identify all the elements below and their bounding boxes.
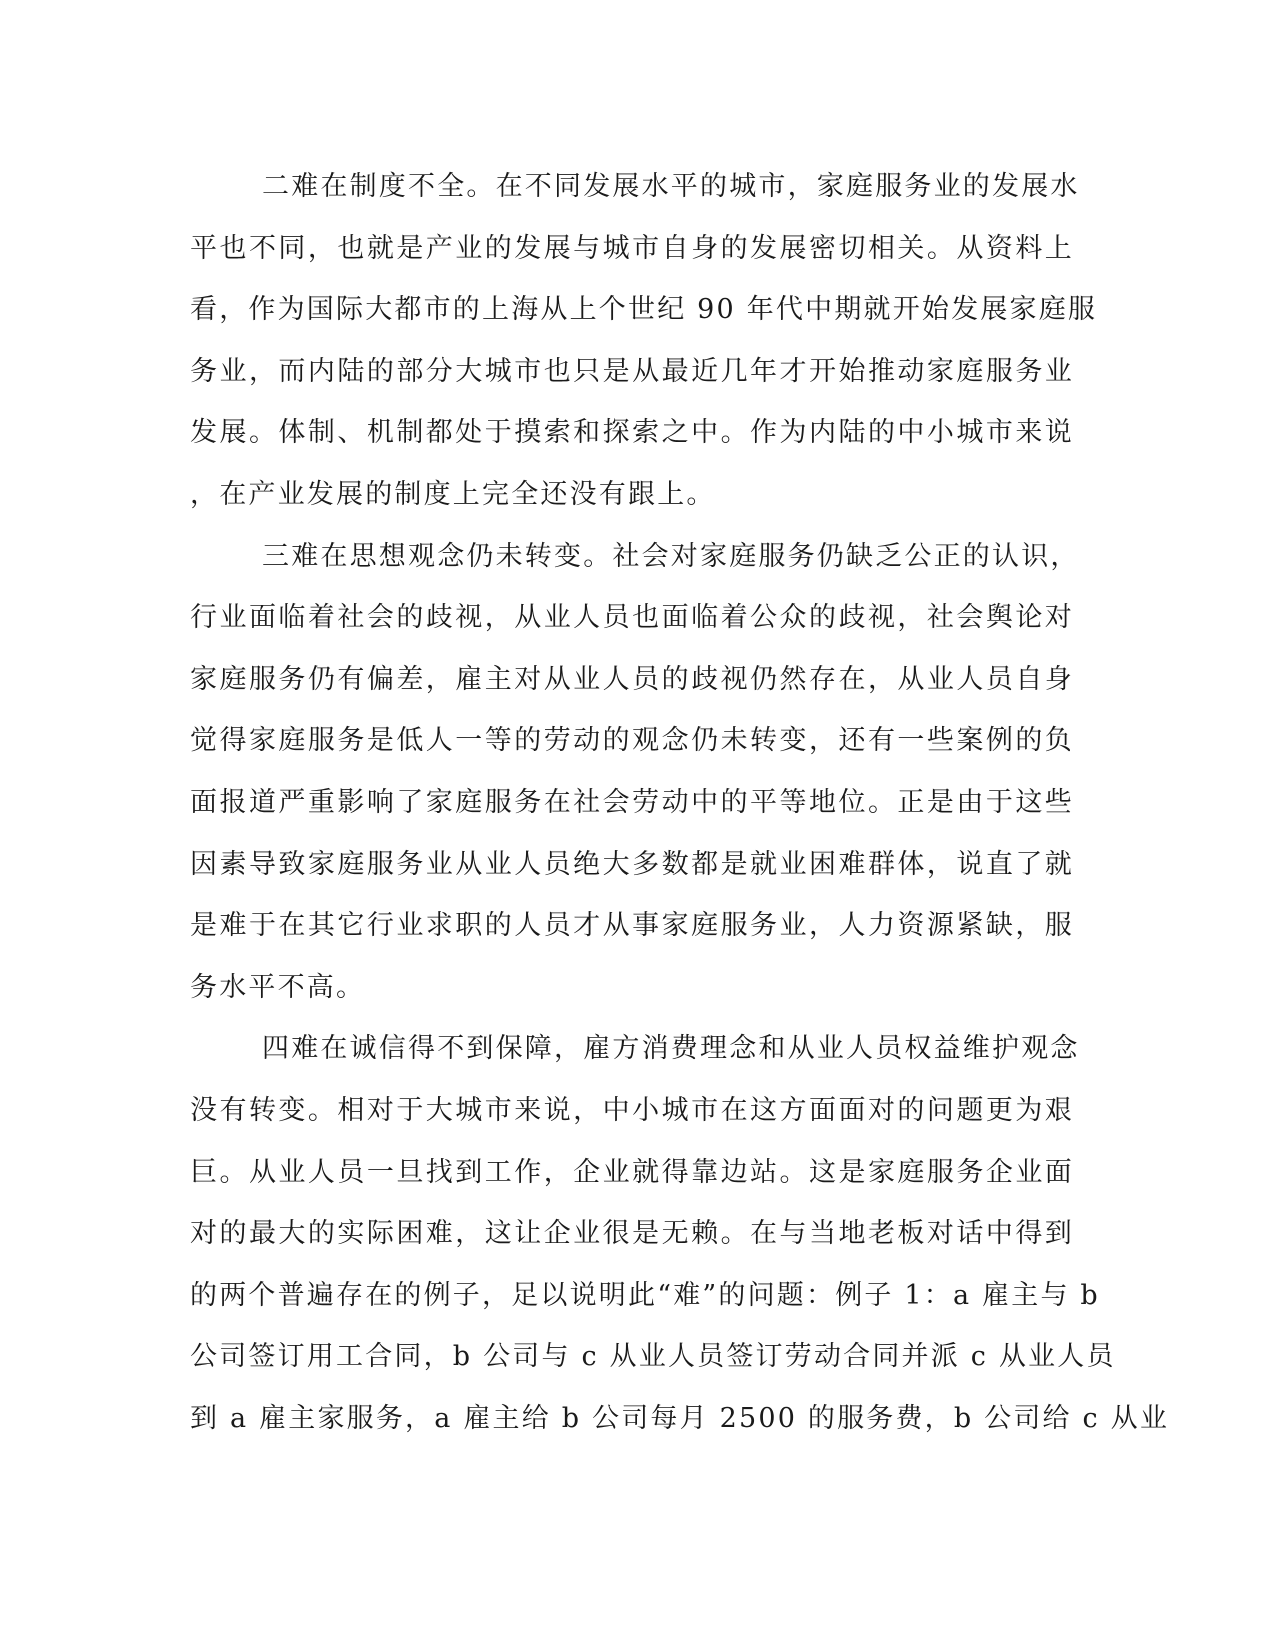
text-line: 家庭服务仍有偏差，雇主对从业人员的歧视仍然存在，从业人员自身 (190, 663, 1074, 695)
text-line: 二难在制度不全。在不同发展水平的城市，家庭服务业的发展水 (262, 171, 1080, 202)
text-line: 的两个普遍存在的例子，足以说明此“难”的问题：例子 1：a 雇主与 b (190, 1279, 1100, 1311)
text-line: 务业，而内陆的部分大城市也只是从最近几年才开始推动家庭服务业 (190, 355, 1074, 387)
text-line: ，在产业发展的制度上完全还没有跟上。 (190, 478, 716, 510)
text-line: 巨。从业人员一旦找到工作，企业就得靠边站。这是家庭服务企业面 (190, 1156, 1074, 1188)
text-line: 看，作为国际大都市的上海从上个世纪 90 年代中期就开始发展家庭服 (190, 294, 1098, 326)
text-line: 行业面临着社会的歧视，从业人员也面临着公众的歧视，社会舆论对 (190, 602, 1074, 634)
text-line: 因素导致家庭服务业从业人员绝大多数都是就业困难群体，说直了就 (190, 848, 1074, 880)
text-line: 三难在思想观念仍未转变。社会对家庭服务仍缺乏公正的认识， (262, 540, 1080, 572)
text-line: 务水平不高。 (190, 971, 366, 1003)
document-body (190, 156, 1170, 1449)
text-line: 发展。体制、机制都处于摸索和探索之中。作为内陆的中小城市来说 (190, 417, 1074, 449)
text-line: 没有转变。相对于大城市来说，中小城市在这方面面对的问题更为艰 (190, 1094, 1074, 1126)
paragraph-integrity (190, 1018, 1170, 1449)
text-line: 对的最大的实际困难，这让企业很是无赖。在与当地老板对话中得到 (190, 1218, 1074, 1250)
paragraph-mindset (190, 526, 1080, 1019)
text-line: 平也不同，也就是产业的发展与城市自身的发展密切相关。从资料上 (190, 232, 1074, 264)
text-line: 到 a 雇主家服务，a 雇主给 b 公司每月 2500 的服务费，b 公司给 c 从业 (190, 1402, 1170, 1434)
text-line: 是难于在其它行业求职的人员才从事家庭服务业，人力资源紧缺，服 (190, 910, 1074, 942)
paragraph-institution (190, 156, 1098, 526)
text-line: 面报道严重影响了家庭服务在社会劳动中的平等地位。正是由于这些 (190, 786, 1074, 818)
text-line: 四难在诚信得不到保障，雇方消费理念和从业人员权益维护观念 (262, 1033, 1080, 1065)
text-line: 觉得家庭服务是低人一等的劳动的观念仍未转变，还有一些案例的负 (190, 725, 1074, 757)
text-line: 公司签订用工合同，b 公司与 c 从业人员签订劳动合同并派 c 从业人员 (190, 1341, 1116, 1373)
